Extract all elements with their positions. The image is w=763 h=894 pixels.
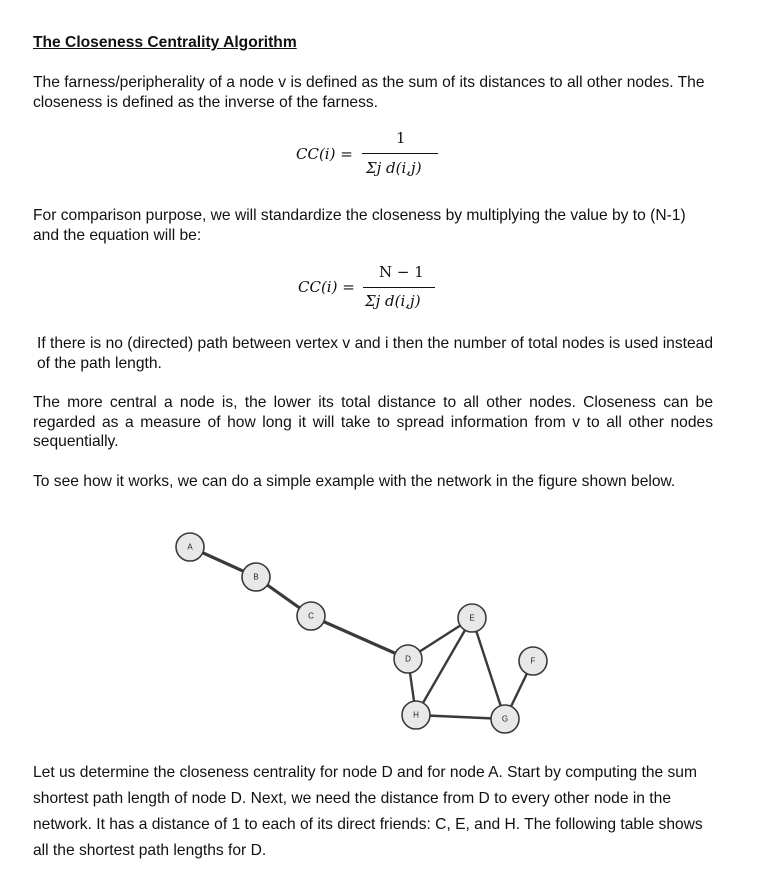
document-title: The Closeness Centrality Algorithm: [33, 34, 297, 51]
edge-e-h: [416, 618, 472, 715]
paragraph-farness-definition: The farness/peripherality of a node v is defined as the sum of its distances to all other nodes. The closeness is defined as the inverse of the farness.: [33, 74, 705, 111]
equation-lhs: CC(i) =: [298, 278, 355, 296]
equation-denominator: Σj d(i,j): [366, 159, 422, 177]
node-label: G: [501, 714, 509, 724]
equation-denominator: Σj d(i,j): [365, 292, 421, 310]
edge-e-g: [472, 618, 505, 719]
node-label: H: [413, 710, 419, 720]
equation-numerator: N − 1: [379, 263, 424, 281]
fraction-bar: [363, 287, 435, 288]
node-label: B: [253, 572, 259, 582]
equation-lhs: CC(i) =: [296, 145, 353, 163]
closeness-equation: [0, 126, 763, 186]
paragraph-centrality-explained: The more central a node is, the lower its total distance to all other nodes. Closeness can be regarded as a measure of how long it will take to spread information from v to all other nodes sequentially.: [33, 394, 713, 450]
edge-c-d: [311, 616, 408, 659]
node-label: F: [530, 656, 536, 666]
node-label: A: [187, 542, 193, 552]
graph-node-h: [402, 701, 430, 729]
node-label: D: [405, 654, 411, 664]
node-label: E: [469, 613, 475, 623]
standardized-closeness-equation: [0, 262, 763, 322]
paragraph-example-intro: To see how it works, we can do a simple example with the network in the figure shown below.: [33, 473, 676, 490]
graph-edges: [190, 547, 533, 719]
network-figure: [0, 520, 763, 750]
equation-numerator: 1: [396, 129, 406, 147]
paragraph-no-path: If there is no (directed) path between vertex v and i then the number of total nodes is used instead of the path length.: [37, 335, 713, 372]
graph-node-e: [458, 604, 486, 632]
fraction-bar: [362, 153, 438, 154]
node-label: C: [308, 611, 314, 621]
graph-node-c: [297, 602, 325, 630]
graph-node-f: [519, 647, 547, 675]
paragraph-standardize: For comparison purpose, we will standardize the closeness by multiplying the value by to (N-1) and the equation will be:: [33, 207, 686, 244]
graph-node-a: [176, 533, 204, 561]
graph-node-g: [491, 705, 519, 733]
paragraph-node-d-example: Let us determine the closeness centrality for node D and for node A. Start by computing the sum shortest path length of node D. Next, we need the distance from D to every other node in the network. It has a distance of 1 to each of its direct friends: C, E, and H. The following table shows all the shortest path lengths for D.: [33, 764, 703, 859]
graph-node-d: [394, 645, 422, 673]
graph-node-b: [242, 563, 270, 591]
